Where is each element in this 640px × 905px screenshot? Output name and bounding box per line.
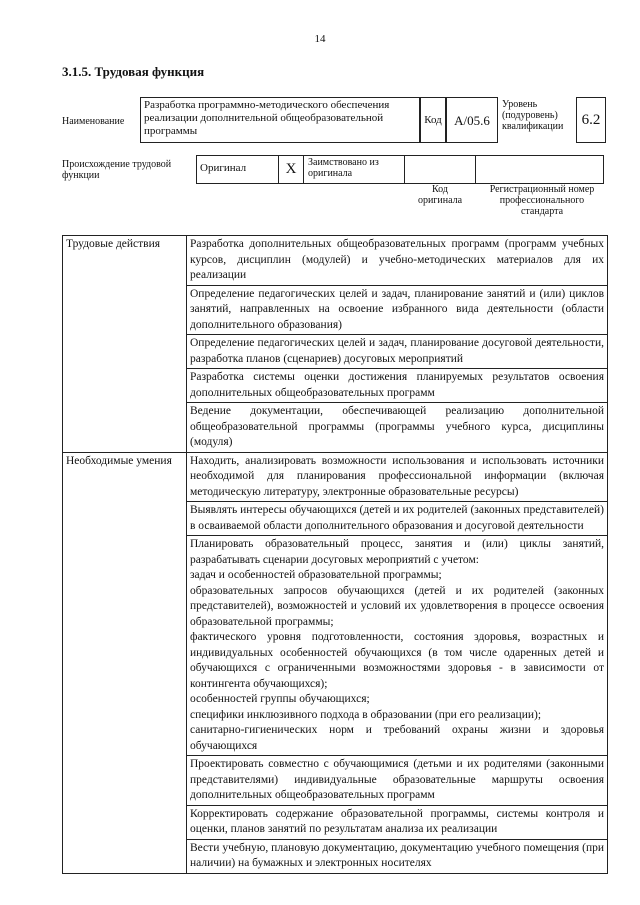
level-value-box xyxy=(576,97,606,143)
function-name: Разработка программно-методического обеспечения реализации дополнительной общеобразовательной программы xyxy=(144,99,390,137)
cell-paragraph: санитарно-гигиенических норм и требований охраны жизни и здоровья обучающихся xyxy=(190,724,604,752)
cell-paragraph: Разработка дополнительных общеобразовательных программ (программ учебных курсов, дисциплин (модулей) и учебно-методических материалов для их реализации xyxy=(190,238,604,281)
original-code-cell xyxy=(404,155,476,184)
code-value-box xyxy=(446,97,498,143)
table-cell xyxy=(187,236,608,286)
code-label-box xyxy=(420,97,446,143)
original-mark: X xyxy=(278,155,304,184)
cell-paragraph: Разработка системы оценки достижения планируемых результатов освоения дополнительных общеобразовательных программ xyxy=(190,371,604,399)
table-cell xyxy=(187,369,608,403)
origin-label: Происхождение трудовой функции xyxy=(62,159,172,181)
cell-paragraph: Выявлять интересы обучающихся (детей и их родителей (законных представителей) в осваиваемой области дополнительного образования и досуговой деятельности xyxy=(190,504,604,532)
table-cell xyxy=(187,335,608,369)
functions-table xyxy=(62,235,608,874)
name-label: Наименование xyxy=(62,116,125,127)
original-label: Оригинал xyxy=(200,162,247,174)
table-cell xyxy=(187,502,608,536)
cell-paragraph: специфики инклюзивного подхода в образовании (при его реализации); xyxy=(190,708,542,721)
page-number: 14 xyxy=(314,33,326,45)
cell-paragraph: фактического уровня подготовленности, состояния здоровья, возрастных и индивидуальных особенностей обучающихся (в том числе одаренных детей и обучающихся с ограниченными возможностями здоровья - в зависимости от контингента обучающихся); xyxy=(190,631,604,690)
cell-paragraph: Ведение документации, обеспечивающей реализацию дополнительной общеобразовательной программы (программы учебного курса, дисциплины (модуля) xyxy=(190,405,604,448)
code-value: А/05.6 xyxy=(454,112,490,128)
level-value: 6.2 xyxy=(581,111,601,128)
cell-paragraph: особенностей группы обучающихся; xyxy=(190,693,370,705)
table-cell xyxy=(187,452,608,502)
cell-paragraph: образовательных запросов обучающихся (детей и их родителей (законных представителей), возможностей и условий их удовлетворения в процессе освоения образовательной программы; xyxy=(190,584,604,628)
cell-paragraph: Находить, анализировать возможности использования и использовать источники необходимой для планирования профессиональной информации (включая методическую литературу, электронные образовательные ресурсы) xyxy=(190,454,604,498)
level-label: Уровень (подуровень) квалификации xyxy=(502,99,564,132)
code-caption: Код оригинала xyxy=(417,184,463,206)
table-cell xyxy=(187,805,608,839)
cell-paragraph: Корректировать содержание образовательной программы, системы контроля и оценки, планов занятий по результатам анализа их реализации xyxy=(190,807,604,835)
table-cell xyxy=(187,285,608,335)
cell-paragraph: Вести учебную, плановую документацию, документацию учебного помещения (при наличии) на бумажных и электронных носителях xyxy=(190,841,604,869)
row-group-label: Трудовые действия xyxy=(63,236,187,453)
table-cell xyxy=(187,403,608,453)
borrowed-label: Заимствовано из оригинала xyxy=(308,157,379,179)
section-title: 3.1.5. Трудовая функция xyxy=(62,64,205,79)
table-row xyxy=(63,236,608,286)
cell-paragraph: Проектировать совместно с обучающимися (детьми и их родителями (законными представителями) индивидуальные образовательные маршруты освоения дополнительных общеобразовательных программ xyxy=(190,758,604,801)
table-cell xyxy=(187,756,608,806)
cell-paragraph: Определение педагогических целей и задач, планирование досуговой деятельности, разработка планов (сценариев) досуговых мероприятий xyxy=(190,337,604,365)
row-group-label: Необходимые умения xyxy=(63,452,187,873)
cell-paragraph: Планировать образовательный процесс, занятия и (или) циклы занятий, разрабатывать сценарии досуговых мероприятий с учетом: xyxy=(190,538,604,566)
table-row xyxy=(63,452,608,502)
cell-paragraph: Определение педагогических целей и задач, планирование занятий и (или) циклов занятий, направленных на освоение избранного вида деятельности (области дополнительного образования) xyxy=(190,287,604,331)
cell-paragraph: задач и особенностей образовательной программы; xyxy=(190,569,442,581)
code-label: Код xyxy=(424,113,442,126)
function-name-box xyxy=(140,97,420,143)
table-cell xyxy=(187,536,608,756)
reg-caption: Регистрационный номер профессионального стандарта xyxy=(489,184,595,217)
table-cell xyxy=(187,839,608,873)
